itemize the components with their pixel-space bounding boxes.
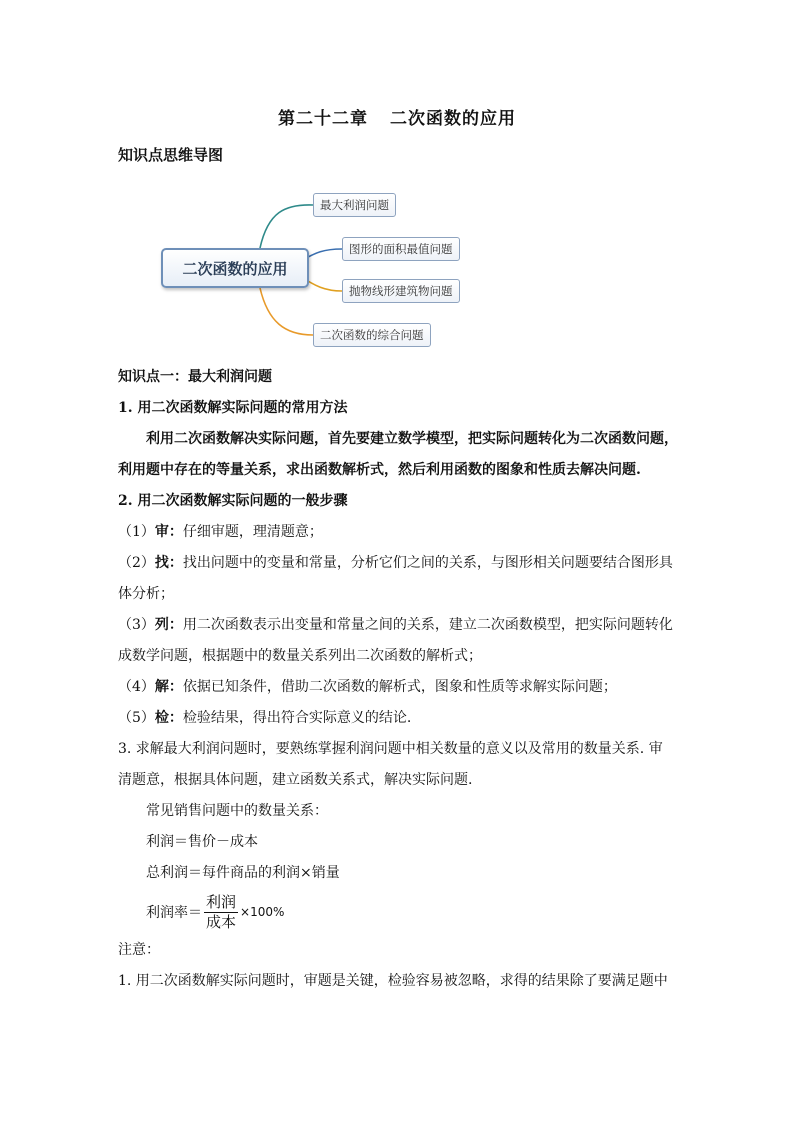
step-keyword: 审：	[154, 524, 183, 540]
subheading-steps: 2. 用二次函数解实际问题的一般步骤	[118, 493, 348, 509]
relation-profit-rate	[118, 889, 688, 935]
section-heading: 知识点一：最大利润问题	[118, 369, 272, 385]
connector-branch-4	[260, 288, 313, 335]
relation-total-profit: 总利润＝每件商品的利润×销量	[146, 865, 340, 881]
step-number: （4）	[118, 679, 155, 695]
item-3-line-1: 3. 求解最大利润问题时，要熟练掌握利润问题中相关数量的意义以及常用的数量关系. 审	[118, 741, 663, 757]
mindmap-branch-area-extremum: 图形的面积最值问题	[342, 237, 460, 261]
step-text: 依据已知条件，借助二次函数的解析式，图象和性质等求解实际问题；	[182, 679, 617, 695]
step-text: 仔细审题，理清题意；	[182, 524, 323, 540]
step-number: （2）	[118, 555, 155, 571]
step-keyword: 列：	[154, 617, 183, 633]
relation-profit: 利润＝售价－成本	[146, 834, 258, 850]
method-paragraph-line-2: 利用题中存在的等量关系，求出函数解析式，然后利用函数的图象和性质去解决问题.	[118, 462, 641, 478]
item-3-line-2: 清题意，根据具体问题，建立函数关系式，解决实际问题.	[118, 772, 473, 788]
connector-branch-1	[260, 205, 313, 248]
chapter-number: 第二十二章	[278, 109, 368, 129]
step-number: （1）	[118, 524, 155, 540]
step-text: 用二次函数表示出变量和常量之间的关系，建立二次函数模型，把实际问题转化	[182, 617, 673, 633]
fraction-denominator: 成本	[206, 912, 237, 931]
mind-map	[150, 182, 490, 352]
note-1: 1. 用二次函数解实际问题时，审题是关键，检验容易被忽略，求得的结果除了要满足题中	[118, 973, 668, 989]
rate-fraction	[204, 893, 238, 932]
mindmap-branch-max-profit: 最大利润问题	[313, 193, 396, 217]
mindmap-branch-parabolic-building: 抛物线形建筑物问题	[342, 279, 460, 303]
step-keyword: 检：	[154, 710, 183, 726]
rate-suffix: ×100%	[240, 905, 285, 919]
subheading-method: 1. 用二次函数解实际问题的常用方法	[118, 400, 348, 416]
note-heading: 注意：	[118, 942, 160, 958]
step-keyword: 解：	[154, 679, 183, 695]
step-number: （5）	[118, 710, 155, 726]
step-1	[118, 517, 688, 548]
step-keyword: 找：	[154, 555, 183, 571]
step-text: 找出问题中的变量和常量，分析它们之间的关系，与图形相关问题要结合图形具	[182, 555, 673, 571]
mindmap-heading: 知识点思维导图	[118, 146, 224, 164]
content-body	[118, 362, 688, 997]
method-paragraph-line-1: 利用二次函数解决实际问题，首先要建立数学模型，把实际问题转化为二次函数问题，	[146, 431, 678, 447]
mindmap-branch-comprehensive: 二次函数的综合问题	[313, 323, 431, 347]
step-2-continued: 体分析；	[118, 586, 174, 602]
step-3	[118, 610, 688, 641]
chapter-title	[0, 104, 794, 129]
step-4	[118, 672, 688, 703]
step-text: 检验结果，得出符合实际意义的结论.	[182, 710, 412, 726]
step-3-continued: 成数学问题，根据题中的数量关系列出二次函数的解析式；	[118, 648, 482, 664]
step-number: （3）	[118, 617, 155, 633]
chapter-name: 二次函数的应用	[390, 109, 516, 129]
relations-heading: 常见销售问题中的数量关系：	[146, 803, 328, 819]
step-5	[118, 703, 688, 734]
step-2	[118, 548, 688, 579]
mindmap-center-node: 二次函数的应用	[161, 248, 309, 288]
fraction-numerator: 利润	[206, 892, 237, 911]
rate-label: 利润率＝	[146, 905, 202, 921]
